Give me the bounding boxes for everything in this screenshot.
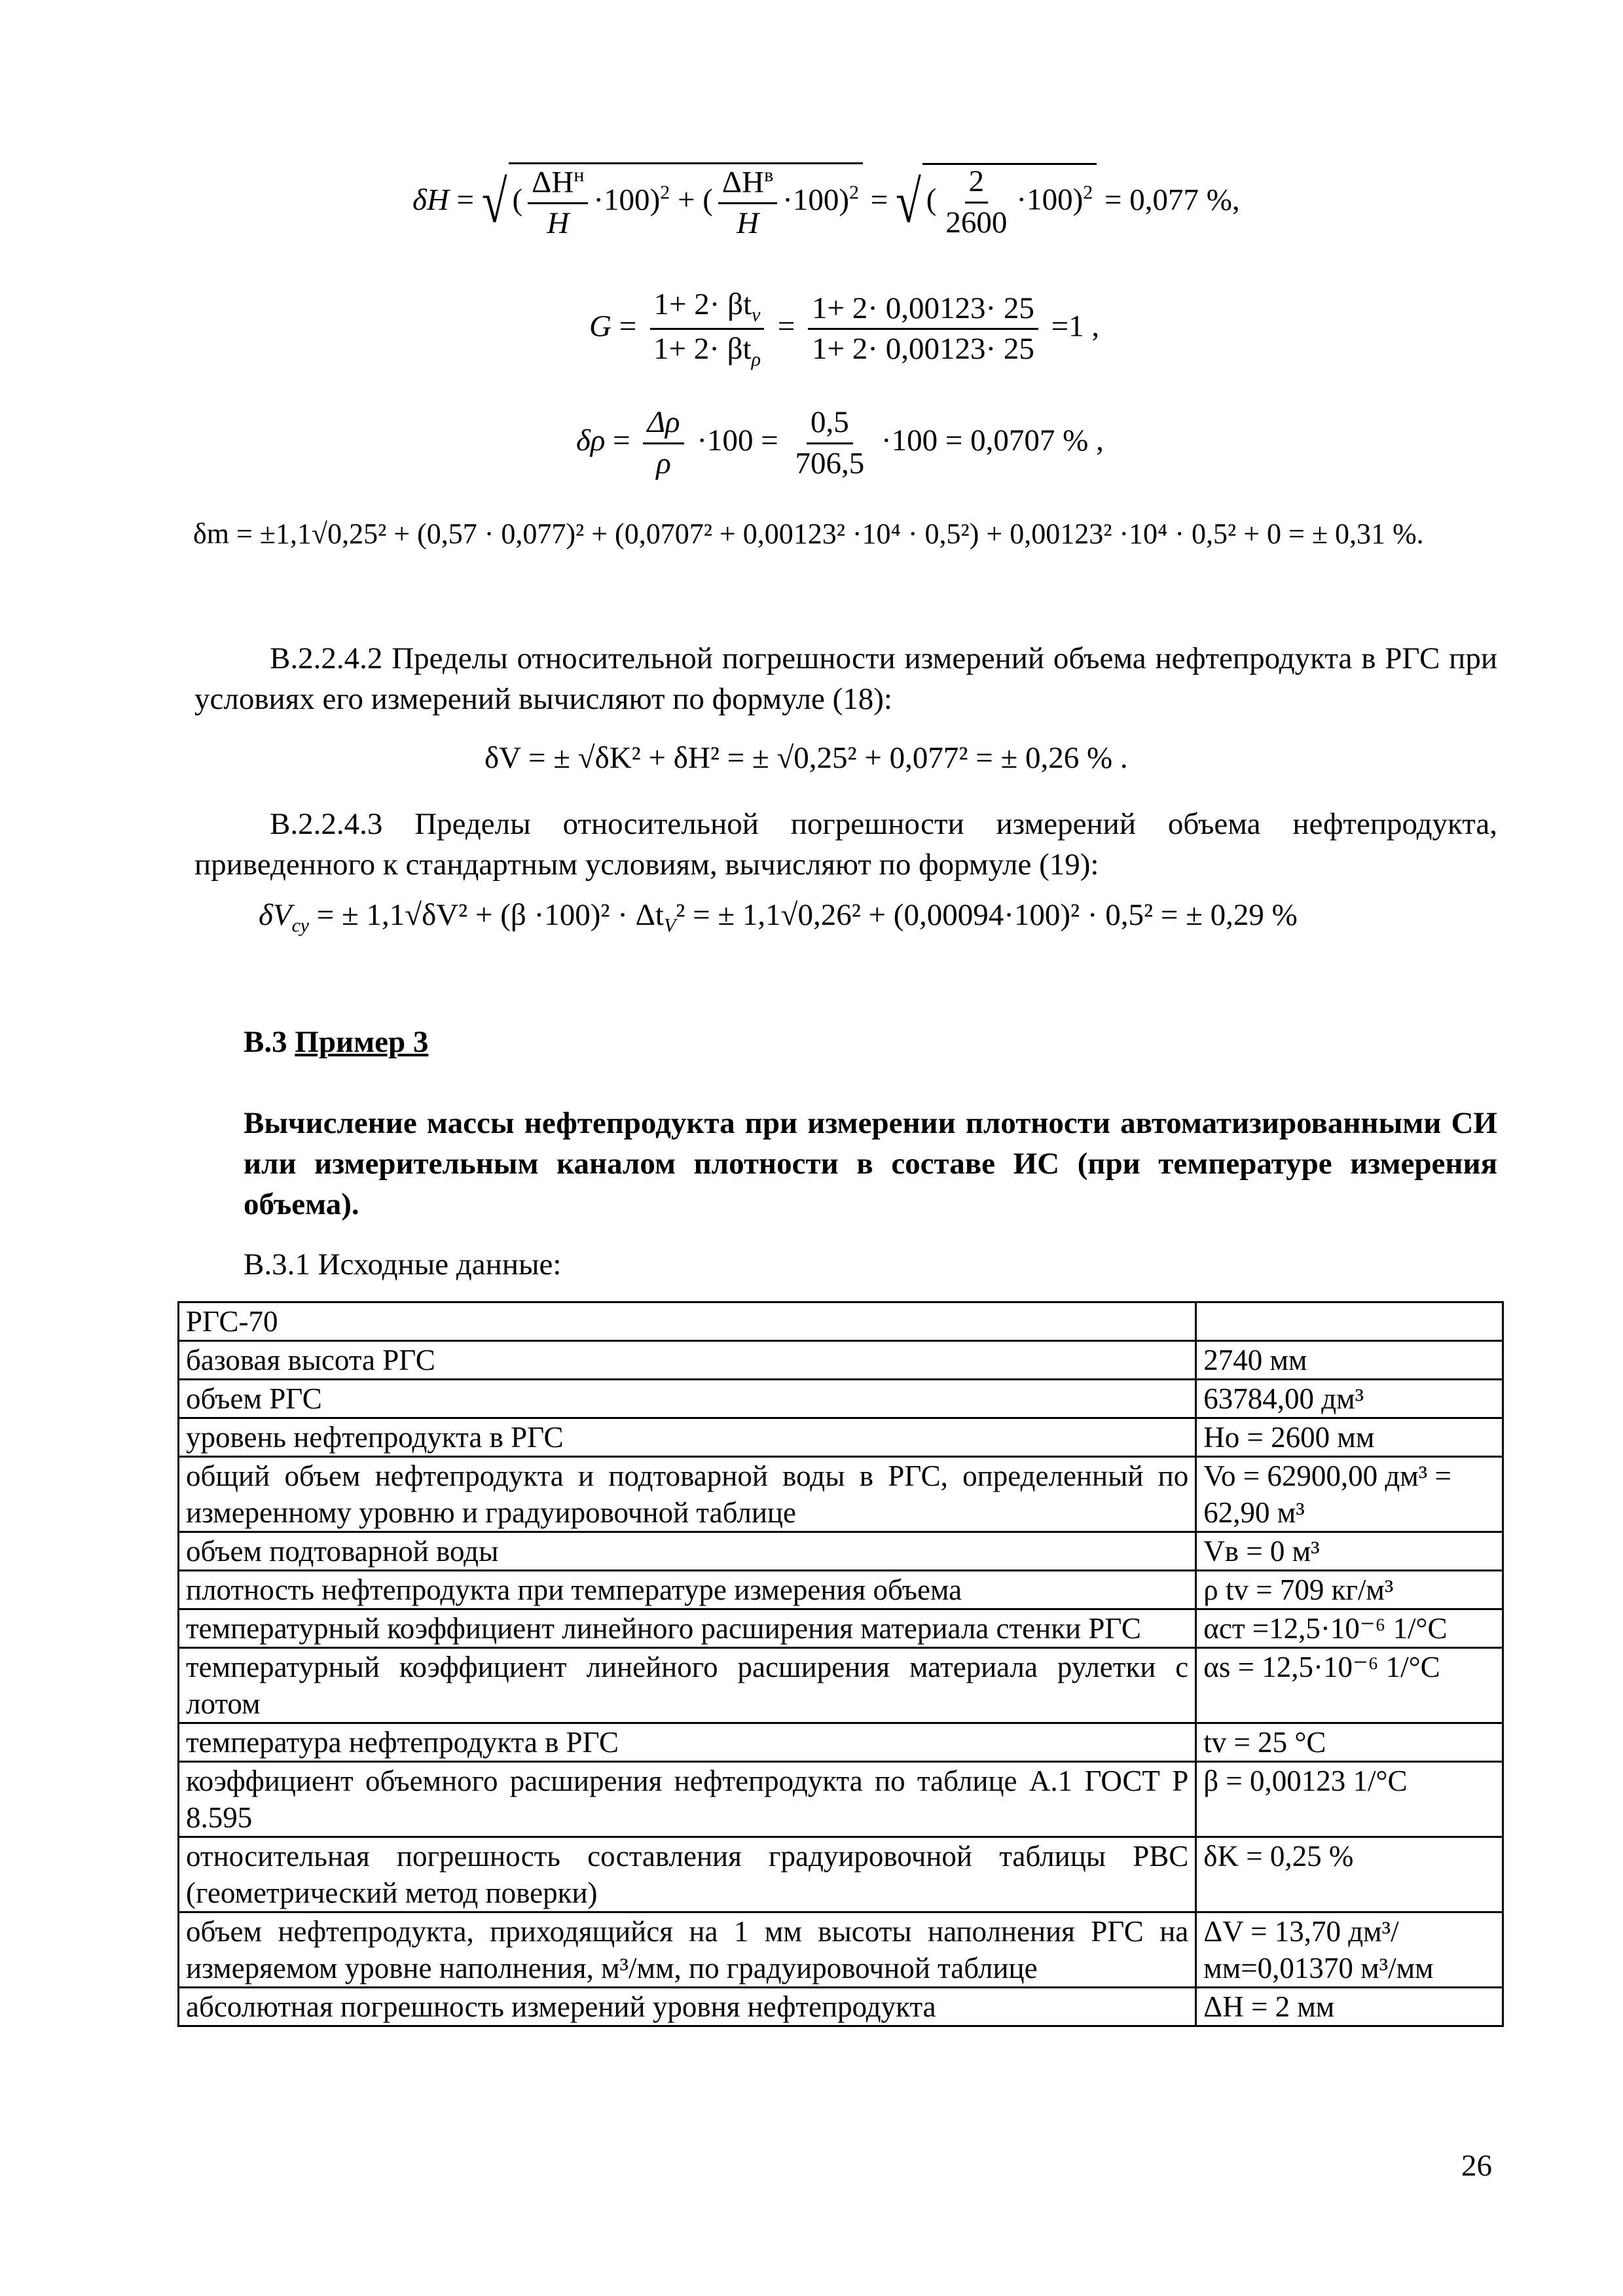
parameter-cell: коэффициент объемного расширения нефтепродукта по таблице А.1 ГОСТ Р 8.595: [179, 1762, 1196, 1837]
table-row: [179, 1762, 1503, 1837]
parameter-cell: базовая высота РГС: [179, 1341, 1196, 1380]
initial-data-table: [177, 1301, 1504, 2027]
initial-data-caption: В.3.1 Исходные данные:: [244, 1247, 562, 1282]
formula-delta-h: δH = √( $\frac{\Delta H^н}{H}$ ·100)$^2$ + ( $\frac{\Delta H^в}{H}$ ·100)$^2$ = √ ( $\frac{2}{2600}$ ·100)$^2$ = 0,077 %,: [412, 162, 1240, 241]
table-row: [179, 1723, 1503, 1762]
formula-delta-m: δm = ±1,1√0,25² + (0,57 · 0,077)² + (0,0707² + 0,00123² ·10⁴ · 0,5²) + 0,00123² ·10⁴ · 0,5² + 0 = ± 0,31 %.: [193, 518, 1424, 550]
value-cell: ρ tv = 709 кг/м³: [1196, 1571, 1503, 1609]
value-cell: 63784,00 дм³: [1196, 1380, 1503, 1418]
table-row: [179, 1609, 1503, 1648]
value-cell: ΔH = 2 мм: [1196, 1988, 1503, 2026]
value-cell: ΔV = 13,70 дм³/мм=0,01370 м³/мм: [1196, 1912, 1503, 1988]
bold-intro-paragraph: Вычисление массы нефтепродукта при измерении плотности автоматизированными СИ или измерительным каналом плотности в составе ИС (при температуре измерения объема).: [244, 1106, 1497, 1221]
table-row: [179, 1532, 1503, 1571]
paragraph-v2-2-4-3: В.2.2.4.3 Пределы относительной погрешности измерений объема нефтепродукта, приведенного к стандартным условиям, вычисляют по формуле (19):: [194, 807, 1497, 882]
parameter-cell: температурный коэффициент линейного расширения материала стенки РГС: [179, 1609, 1196, 1648]
formula-g: G = $\frac{1+ 2\cdot \beta t_v}{1+ 2\cdot \beta t_\rho}$ = $\frac{1+ 2\cdot 0,00123\cdot 25}{1+ 2\cdot 0,00123\cdot 25}$ =1 ,: [589, 287, 1100, 370]
formula-delta-v: δV = ± √δK² + δH² = ± √0,25² + 0,077² = ± 0,26 % .: [484, 741, 1128, 775]
parameter-cell: плотность нефтепродукта при температуре измерения объема: [179, 1571, 1196, 1609]
value-cell: 2740 мм: [1196, 1341, 1503, 1380]
parameter-cell: относительная погрешность составления градуировочной таблицы РВС (геометрический метод поверки): [179, 1837, 1196, 1912]
table-row: [179, 1418, 1503, 1457]
table-row: [179, 1380, 1503, 1418]
value-cell: Vo = 62900,00 дм³ = 62,90 м³: [1196, 1457, 1503, 1532]
parameter-cell: общий объем нефтепродукта и подтоварной воды в РГС, определенный по измеренному уровню и градуировочной таблице: [179, 1457, 1196, 1532]
page-number: 26: [1461, 2149, 1492, 2183]
table-row: [179, 1912, 1503, 1988]
formula-delta-rho: δρ = $\frac{\Delta\rho}{\rho}$ ·100 = $\frac{0,5}{706,5}$ ·100 = 0,0707 % ,: [576, 405, 1104, 480]
parameter-cell: температурный коэффициент линейного расширения материала рулетки с лотом: [179, 1648, 1196, 1723]
table-row: [179, 1571, 1503, 1609]
table-row: [179, 1988, 1503, 2026]
table-row: [179, 1837, 1503, 1912]
value-cell: αs = 12,5·10⁻⁶ 1/°С: [1196, 1648, 1503, 1723]
value-cell: tv = 25 °С: [1196, 1723, 1503, 1762]
paragraph-v2-2-4-2: В.2.2.4.2 Пределы относительной погрешности измерений объема нефтепродукта в РГС при условиях его измерений вычисляют по формуле (18):: [194, 641, 1497, 716]
section-heading: В.3 Пример 3: [244, 1025, 429, 1059]
parameter-cell: температура нефтепродукта в РГС: [179, 1723, 1196, 1762]
parameter-cell: объем нефтепродукта, приходящийся на 1 мм высоты наполнения РГС на измеряемом уровне наполнения, м³/мм, по градуировочной таблице: [179, 1912, 1196, 1988]
value-cell: β = 0,00123 1/°С: [1196, 1762, 1503, 1837]
parameter-cell: уровень нефтепродукта в РГС: [179, 1418, 1196, 1457]
value-cell: Ho = 2600 мм: [1196, 1418, 1503, 1457]
parameter-cell: объем подтоварной воды: [179, 1532, 1196, 1571]
table-row: [179, 1302, 1503, 1341]
formula-delta-v-su: $\delta V_{су}$ = ± $1,1√\delta V^2 + (\beta \cdot 100)^2 \cdot \Delta t_V^2$ = ± 1,1√0,26² + (0,00094·100)² · 0,5² = ± 0,29 %: [259, 898, 1298, 937]
value-cell: Vв = 0 м³: [1196, 1532, 1503, 1571]
parameter-cell: объем РГС: [179, 1380, 1196, 1418]
value-cell: δK = 0,25 %: [1196, 1837, 1503, 1912]
formula-result: = 0,077 %,: [1104, 183, 1240, 217]
parameter-cell: РГС-70: [179, 1302, 1196, 1341]
table-row: [179, 1341, 1503, 1380]
table-row: [179, 1457, 1503, 1532]
parameter-cell: абсолютная погрешность измерений уровня нефтепродукта: [179, 1988, 1196, 2026]
value-cell: [1196, 1302, 1503, 1341]
formula-lhs: δH: [412, 183, 449, 217]
table-row: [179, 1648, 1503, 1723]
value-cell: αст =12,5·10⁻⁶ 1/°С: [1196, 1609, 1503, 1648]
